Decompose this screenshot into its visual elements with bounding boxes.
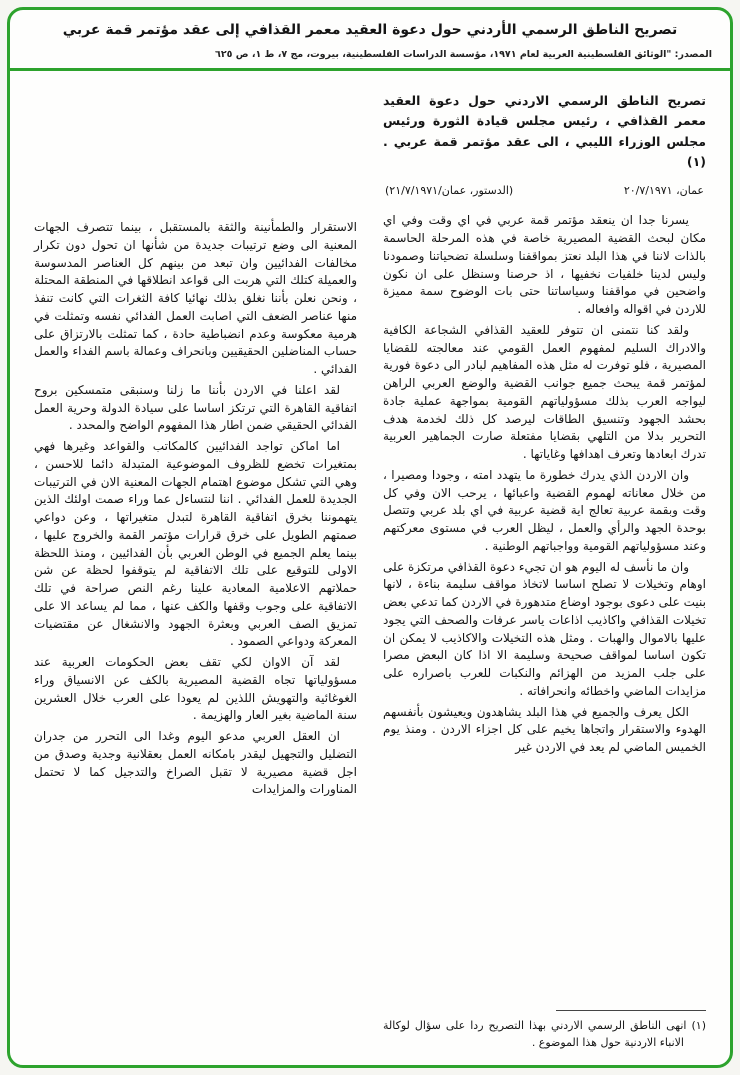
paragraph: اما اماكن تواجد الفدائيين كالمكاتب والقواعد وغيرها فهي بمتغيرات تخضع للظروف الموضوعية المتبدلة دائما للاحسن ، وهي التي تشكل موضوع اهتمام الجهات المعنية الان في الترتيبات الجديدة للعمل الفدائي . اننا لنتساءل عما وراء صمت اولئك الذين يتهموننا بخرق اتفاقية القاهرة لتبدل متغيراتها ، وعن دواعي صمتهم الطويل على خرق قرارات مؤتمر القمة والخروج عليها ، بينما يعلم الجميع في الوطن العربي بأن الفدائيين ، ومنذ اللحظة الاولى للتوقيع على تلك الاتفاقية لم يتوقفوا لحظة عن شن حملاتهم الاعلامية المعادية علينا رغم النص صراحة في تلك الاتفاقية على وجوب وقفها والكف عنها ، مما لم يساعد الا على تمزيق الصف العربي وبعثرة الجهود والانشغال عن مقتضيات المعركة ودواعي الصمود . (34, 439, 357, 649)
article-body (10, 71, 730, 1065)
paragraph: وان الاردن الذي يدرك خطورة ما يتهدد امته ، وجودا ومصيرا ، من خلال معاناته لهموم القضية واعبائها ، يرحب الان وفي كل وقت وبقمة عربية تعالج اية قضية عربية في اي بلد عربي وتتصل بوحدة الجهد والرأي والعمل ، ليظل العرب في مستوى معركتهم وعند مسؤولياتهم القومية وواجباتهم الوطنية . (383, 467, 706, 553)
paragraph: ان العقل العربي مدعو اليوم وغدا الى التحرر من جدران التضليل والتجهيل ليقدر بامكانه العمل بعقلانية وجدية وصدق من اجل قضية مصيرية لا تقبل الصراخ والتدجيل كما لا تحتمل المناورات والمزايدات (34, 729, 357, 797)
footnote-divider (556, 1010, 706, 1011)
source-line: المصدر: "الوثائق الفلسطينية العربية لعام ١٩٧١، مؤسسة الدراسات الفلسطينية، بيروت، مج ٧، ط ١، ص ٦٢٥ (215, 49, 712, 60)
footnote (383, 1000, 706, 1051)
document-frame (7, 7, 733, 1068)
paragraph: وان ما نأسف له اليوم هو ان تجيء دعوة القذافي مرتكزة على اوهام وتخيلات لا تصلح اساسا لاتخاذ مواقف سليمة بناءة ، لانها بنيت على دعوى بوجود اوضاع متدهورة في الاردن كما تدعي بعض تخيلات القذافي واكاذيب اذاعات ياسر عرفات والصحف التي يجود عليها بالاموال والهبات . ومثل هذه التخيلات والاكاذيب لا يمكن ان تكون اساسا لمواقف صحيحة وسليمة الا اذا كان البعض مصرا على جلب المزيد من الهزائم والنكبات للعرب باصراره على مزايدات الماضي واخطائه وانحرافاته . (383, 559, 706, 698)
footnote-text: (١) انهى الناطق الرسمي الاردني بهذا التصريح ردا على سؤال لوكالة الانباء الاردنية حول هذا الموضوع . (383, 1018, 706, 1049)
paragraph: لقد آن الاوان لكي تقف بعض الحكومات العربية عند مسؤولياتها تجاه القضية المصيرية بالكف عن الانسياق وراء الغوغائية والتهويش اللذين لم يعودا على العرب خلال العشرين سنة الماضية بغير العار والهزيمة . (34, 655, 357, 723)
paragraph-continuation: الاستقرار والطمأنينة والثقة بالمستقبل ، بينما تتصرف الجهات المعنية الى وضع ترتيبات جديدة من شأنها ان تحول دون تكرار مخالفات الفدائيين وان تبعد من بينهم كل العناصر المدسوسة والعميلة كتلك التي هربت الى قواعد انطلاقها في المنطقة المحتلة ، ونحن نعلن بأننا نغلق بذلك نهائيا كافة الثغرات التي كانت تنفذ منها عناصر الضعف التي اصابت العمل الفدائي نفسه وتمثلت في هرمية معكوسة وعدم انضباطية حادة ، كما تمثلت بالارتزاق على حساب المناضلين الحقيقيين وبانحراف وعمالة باسم الفداء والعمل الفدائي . (34, 220, 357, 376)
column-right (383, 91, 706, 1051)
document-header (10, 10, 730, 60)
column-left (34, 91, 357, 1051)
paragraph: لقد اعلنا في الاردن بأننا ما زلنا وسنبقى متمسكين بروح اتفاقية القاهرة التي ترتكز اساسا على سيادة الدولة وحرية العمل الفدائي الحقيقي ضمن اطار هذا المفهوم الواضح والمحدد . (34, 382, 357, 433)
paragraph: ولقد كنا نتمنى ان تتوفر للعقيد القذافي الشجاعة الكافية والادراك السليم لمفهوم العمل القومي عند معالجته للقضايا المصيرية ، فلو توفرت له مثل هذه المفاهيم لبادر الى دعوة فورية لمؤتمر قمة يبحث جميع جوانب القضية والوضع العربي الراهن ليواجه العرب بذلك مسؤولياتهم القومية بمواجهة عملية جادة بحشد الجهود وتنسيق الطاقات ليرصد كل ذلك لخدمة هدف التحرير بدلا من التلهي بقضايا مفتعلة صارت الجماهير العربية تدرك ابعادها وتعرف اهدافها وغاياتها . (383, 322, 706, 462)
dateline (385, 183, 704, 199)
document-title: تصريح الناطق الرسمي الأردني حول دعوة العقيد معمر القذافي إلى عقد مؤتمر قمة عربي (62, 22, 678, 38)
dateline-source: (الدستور، عمان/٢١/٧/١٩٧١) (385, 184, 514, 197)
paragraph: يسرنا جدا ان ينعقد مؤتمر قمة عربي في اي وقت وفي اي مكان لبحث القضية المصيرية خاصة في هذه المرحلة الحاسمة بالذات لاننا في هذا البلد نعتز بمواقفنا وسلسلة تضحياتنا وصمودنا وليس لدينا خلفيات نخفيها ، اذ حرصنا وسنظل على ان نكون واضحين في مواقفنا وسياساتنا حتى بات الوضوح سمة مميزة للاردن في اقواله وافعاله . (383, 213, 706, 317)
dateline-place: عمان، ٢٠/٧/١٩٧١ (623, 184, 704, 197)
paragraph: الكل يعرف والجميع في هذا البلد يشاهدون ويعيشون بأنفسهم الهدوء والاستقرار واتجاها يخيم على كل اجزاء الاردن . ومنذ يوم الخميس الماضي لم يعد في الاردن غير (383, 704, 706, 755)
article-lead: تصريح الناطق الرسمي الاردني حول دعوة العقيد معمر القذافي ، رئيس مجلس قيادة الثورة ورئيس مجلس الوزراء الليبي ، الى عقد مؤتمر قمة عربي . (١) (383, 93, 706, 169)
